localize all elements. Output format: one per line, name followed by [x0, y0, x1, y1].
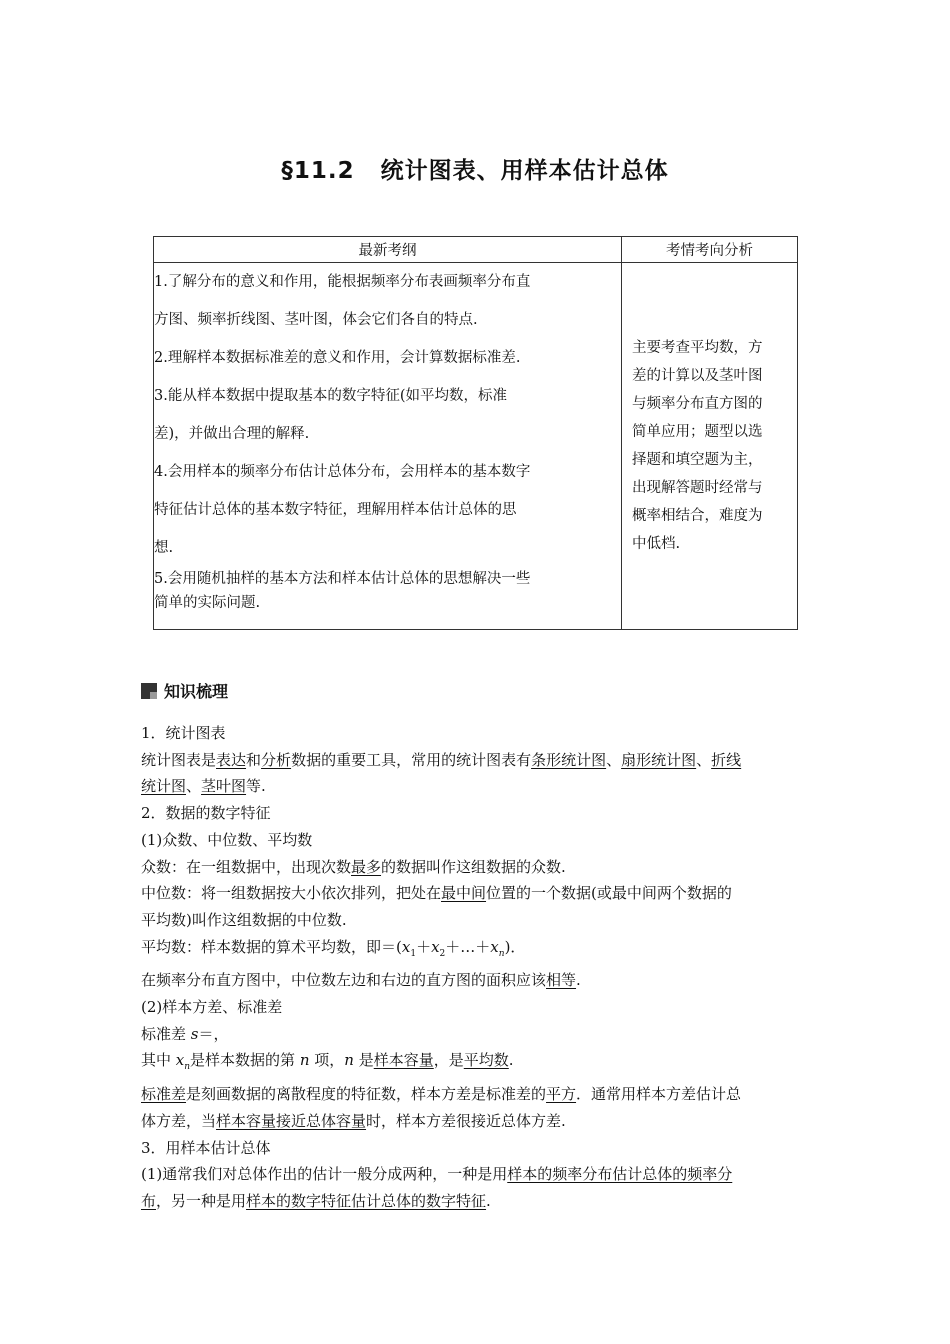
syllabus-requirements: [154, 263, 622, 630]
requirement-5a: 5.会用随机抽样的基本方法和样本估计总体的思想解决一些: [154, 571, 531, 587]
section-title-text: 统计图表、用样本估计总体: [380, 158, 669, 184]
paragraph-mode: 众数：在一组数据中，出现次数最多的数据叫作这组数据的众数.: [141, 857, 566, 876]
requirement-3a: 3.能从样本数据中提取基本的数字特征(如平均数，标准: [154, 388, 507, 404]
analysis-line: 择题和填空题为主，: [632, 452, 763, 468]
requirement-4b: 特征估计总体的基本数字特征，理解用样本估计总体的思: [154, 502, 517, 518]
syllabus-table: [153, 236, 798, 630]
page-title: [0, 152, 950, 185]
answer-blank: 最中间: [441, 884, 487, 903]
answer-blank: 最多: [351, 857, 382, 876]
answer-blank: 平均数: [463, 1051, 509, 1070]
answer-blank: 统计图: [141, 777, 187, 796]
paragraph-standard-deviation: 标准差是刻画数据的离散程度的特征数，样本方差是标准差的平方．通常用样本方差估计总 体方差，当样本容量接近总体容量时，样本方差很接近总体方差.: [141, 1085, 742, 1130]
requirement-5b: 简单的实际问题.: [154, 595, 261, 611]
knowledge-summary-heading: [141, 679, 228, 702]
answer-blank: 样本容量接近总体容量: [216, 1111, 367, 1130]
requirement-4c: 想.: [154, 540, 174, 556]
section-square-icon: [141, 683, 157, 699]
answer-blank: 平方: [546, 1085, 577, 1104]
section-number: §11.2: [281, 158, 355, 184]
table-body-row: [154, 263, 798, 630]
subsection-2-2: (2)样本方差、标准差: [141, 998, 283, 1017]
subsection-2-1: (1)众数、中位数、平均数: [141, 830, 313, 849]
analysis-line: 概率相结合，难度为: [632, 508, 763, 524]
answer-blank: 表达: [216, 750, 247, 769]
paragraph-median: 中位数：将一组数据按大小依次排列，把处在最中间位置的一个数据(或最中间两个数据的 平均数)叫作这组数据的中位数.: [141, 884, 732, 929]
answer-blank: 样本的数字特征估计总体的数字特征: [246, 1191, 487, 1210]
paragraph-where: 其中 $x_n$是样本数据的第 n 项，n 是样本容量，是平均数.: [141, 1051, 514, 1073]
analysis-line: 差的计算以及茎叶图: [632, 368, 763, 384]
answer-blank: 样本的频率分布估计总体的频率分: [507, 1165, 733, 1184]
requirement-3b: 差)，并做出合理的解释.: [154, 426, 310, 442]
answer-blank: 茎叶图: [201, 777, 247, 796]
knowledge-summary-label: 知识梳理: [164, 682, 229, 701]
paragraph-statistical-charts: 统计图表是表达和分析数据的重要工具，常用的统计图表有条形统计图、扇形统计图、折线 统计图、茎叶图等.: [141, 750, 742, 796]
analysis-line: 中低档.: [632, 536, 681, 552]
paragraph-histogram-median: 在频率分布直方图中，中位数左边和右边的直方图的面积应该相等.: [141, 971, 581, 990]
answer-blank: 条形统计图: [531, 750, 607, 769]
knowledge-content: [141, 720, 813, 1215]
paragraph-mean: 平均数：样本数据的算术平均数，即$=(x_1+x_2+\dots+x_n)$．: [141, 937, 526, 959]
subsection-title-1: 1．统计图表: [141, 724, 226, 742]
requirement-1a: 1.了解分布的意义和作用，能根据频率分布表画频率分布直: [154, 274, 531, 290]
analysis-line: 与频率分布直方图的: [632, 396, 763, 412]
analysis-line: 简单应用；题型以选: [632, 424, 763, 440]
answer-blank: 布: [141, 1191, 157, 1210]
answer-blank: 分析: [261, 750, 292, 769]
answer-blank: 相等: [546, 971, 577, 990]
table-header-row: [154, 237, 798, 263]
answer-blank: 折线: [711, 750, 742, 769]
analysis-line: 主要考查平均数，方: [632, 340, 763, 356]
exam-analysis-text: [622, 263, 798, 630]
answer-blank: 标准差: [141, 1085, 187, 1104]
requirement-4a: 4.会用样本的频率分布估计总体分布，会用样本的基本数字: [154, 464, 531, 480]
header-exam-analysis: 考情考向分析: [622, 237, 798, 263]
paragraph-estimation: (1)通常我们对总体作出的估计一般分成两种，一种是用样本的频率分布估计总体的频率分 布，另一种是用样本的数字特征估计总体的数字特征.: [141, 1165, 733, 1210]
analysis-line: 出现解答题时经常与: [632, 480, 763, 496]
requirement-2: 2.理解样本数据标准差的意义和作用，会计算数据标准差.: [154, 350, 521, 366]
requirement-1b: 方图、频率折线图、茎叶图，体会它们各自的特点.: [154, 312, 478, 328]
subsection-title-3: 3．用样本估计总体: [141, 1138, 271, 1157]
header-latest-syllabus: 最新考纲: [154, 237, 622, 263]
answer-blank: 样本容量: [373, 1051, 434, 1070]
answer-blank: 扇形统计图: [621, 750, 697, 769]
paragraph-std-formula: 标准差 s＝，: [141, 1024, 229, 1043]
subsection-title-2: 2．数据的数字特征: [141, 804, 271, 823]
